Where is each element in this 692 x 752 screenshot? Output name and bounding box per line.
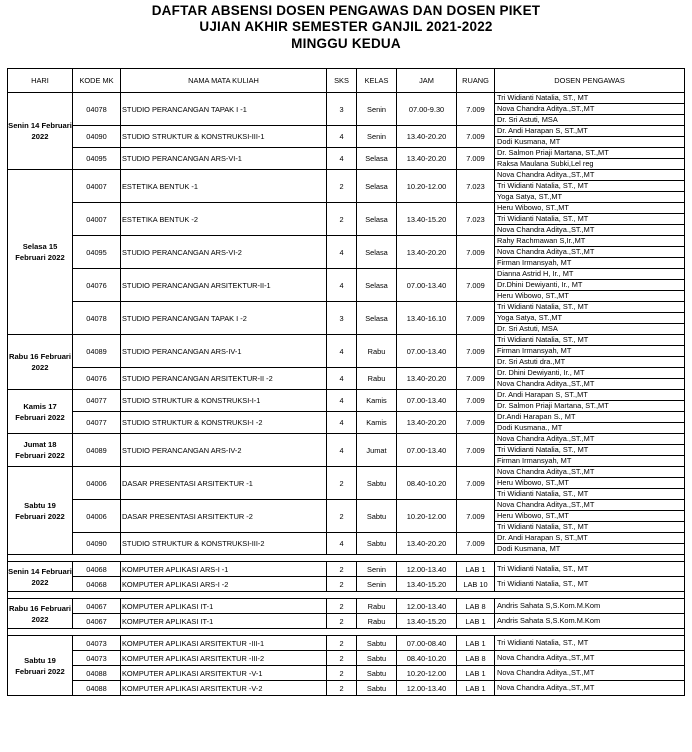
kelas-cell: Selasa: [357, 203, 397, 236]
dosen-name: Tri Widianti Natalia, ST., MT: [497, 564, 589, 573]
jam-cell: 10.20-12.00: [397, 500, 457, 533]
ruang-cell: 7.009: [457, 467, 495, 500]
kode-mk-cell: 04006: [73, 467, 121, 500]
header-jam: JAM: [397, 69, 457, 93]
ruang-cell: 7.009: [457, 93, 495, 126]
kode-mk-cell: 04068: [73, 577, 121, 592]
table-row: [8, 651, 685, 666]
sks-cell: 4: [327, 148, 357, 170]
dosen-cell: [495, 666, 685, 681]
nama-mk-cell: STUDIO PERANCANGAN ARS-VI-1: [121, 148, 327, 170]
table-row: [8, 412, 685, 434]
ruang-cell: 7.009: [457, 126, 495, 148]
jam-cell: 13.40-15.20: [397, 203, 457, 236]
header-kode-mk: KODE MK: [73, 69, 121, 93]
table-header: [8, 69, 685, 93]
sks-cell: 4: [327, 368, 357, 390]
ruang-cell: 7.023: [457, 203, 495, 236]
sks-cell: 4: [327, 335, 357, 368]
table-row: [8, 562, 685, 577]
kelas-cell: Kamis: [357, 412, 397, 434]
jam-cell: 13.40-20.20: [397, 236, 457, 269]
dosen-name: Nova Chandra Aditya.,ST.,MT: [497, 225, 595, 234]
separator-row: [8, 555, 685, 562]
jam-cell: 13.40-16.10: [397, 302, 457, 335]
kode-mk-cell: 04078: [73, 93, 121, 126]
table-row: [8, 636, 685, 651]
jam-cell: 07.00-13.40: [397, 335, 457, 368]
nama-mk-cell: KOMPUTER APLIKASI IT-1: [121, 614, 327, 629]
kelas-cell: Sabtu: [357, 666, 397, 681]
nama-mk-cell: STUDIO PERANCANGAN ARSITEKTUR-II -2: [121, 368, 327, 390]
nama-mk-cell: STUDIO PERANCANGAN ARSITEKTUR-II-1: [121, 269, 327, 302]
kode-mk-cell: 04095: [73, 236, 121, 269]
kelas-cell: Selasa: [357, 302, 397, 335]
dosen-name: Rahy Rachmawan S,Ir.,MT: [495, 236, 684, 247]
ruang-cell: 7.009: [457, 412, 495, 434]
dosen-name: Nova Chandra Aditya.,ST.,MT: [497, 379, 595, 388]
day-cell: Jumat 18 Februari 2022: [8, 434, 73, 467]
nama-mk-cell: STUDIO PERANCANGAN ARS-IV-1: [121, 335, 327, 368]
day-cell: Senin 14 Februari 2022: [8, 562, 73, 592]
dosen-name: Nova Chandra Aditya.,ST.,MT: [495, 104, 684, 115]
dosen-cell: [495, 562, 685, 577]
kode-mk-cell: 04089: [73, 434, 121, 467]
dosen-name: Nova Chandra Aditya.,ST.,MT: [495, 247, 684, 258]
table-row: [8, 666, 685, 681]
kode-mk-cell: 04090: [73, 126, 121, 148]
separator-cell: [495, 592, 685, 599]
ruang-cell: 7.009: [457, 434, 495, 467]
dosen-name: Nova Chandra Aditya.,ST.,MT: [495, 434, 684, 445]
dosen-cell: [495, 236, 685, 269]
day-cell: Rabu 16 Februari 2022: [8, 599, 73, 629]
dosen-name: Yoga Satya, ST.,MT: [495, 313, 684, 324]
separator-cell: [73, 592, 121, 599]
kode-mk-cell: 04068: [73, 562, 121, 577]
dosen-cell: [495, 412, 685, 434]
dosen-name: Tri Widianti Natalia, ST., MT: [495, 181, 684, 192]
dosen-name: Tri Widianti Natalia, ST., MT: [495, 445, 684, 456]
kode-mk-cell: 04089: [73, 335, 121, 368]
table-row: [8, 614, 685, 629]
kelas-cell: Senin: [357, 93, 397, 126]
dosen-cell: [495, 148, 685, 170]
jam-cell: 12.00-13.40: [397, 562, 457, 577]
kelas-cell: Senin: [357, 126, 397, 148]
day-cell: Selasa 15 Februari 2022: [8, 170, 73, 335]
dosen-name: Nova Chandra Aditya.,ST.,MT: [497, 653, 595, 662]
kelas-cell: Rabu: [357, 599, 397, 614]
kelas-cell: Senin: [357, 577, 397, 592]
kelas-cell: Selasa: [357, 269, 397, 302]
kelas-cell: Selasa: [357, 148, 397, 170]
separator-cell: [397, 555, 457, 562]
dosen-cell: [495, 302, 685, 335]
sks-cell: 4: [327, 126, 357, 148]
table-row: [8, 500, 685, 533]
jam-cell: 13.40-15.20: [397, 577, 457, 592]
sks-cell: 2: [327, 636, 357, 651]
nama-mk-cell: STUDIO PERANCANGAN ARS-VI-2: [121, 236, 327, 269]
dosen-name: Andris Sahata S,S.Kom.M.Kom: [497, 601, 601, 610]
dosen-name: Dr. Sri Astuti dra.,MT: [497, 357, 566, 366]
dosen-cell: [495, 335, 685, 368]
sks-cell: 2: [327, 681, 357, 696]
day-cell: Senin 14 Februari 2022: [8, 93, 73, 170]
dosen-name: Dodi Kusmana., MT: [497, 423, 563, 432]
sks-cell: 4: [327, 412, 357, 434]
separator-cell: [327, 592, 357, 599]
doc-subtitle: UJIAN AKHIR SEMESTER GANJIL 2021-2022: [199, 19, 493, 34]
sks-cell: 2: [327, 666, 357, 681]
table-row: [8, 681, 685, 696]
dosen-name: Dr. Salmon Priaji Martana, ST.,MT: [495, 148, 684, 159]
dosen-name: Tri Widianti Natalia, ST., MT: [495, 93, 684, 104]
dosen-name: Tri Widianti Natalia, ST., MT: [497, 489, 589, 498]
ruang-cell: 7.023: [457, 170, 495, 203]
separator-row: [8, 592, 685, 599]
ruang-cell: 7.009: [457, 335, 495, 368]
dosen-name: Tri Widianti Natalia, ST., MT: [495, 335, 684, 346]
ruang-cell: LAB 10: [457, 577, 495, 592]
table-row: [8, 170, 685, 203]
jam-cell: 13.40-20.20: [397, 148, 457, 170]
jam-cell: 13.40-20.20: [397, 412, 457, 434]
kelas-cell: Sabtu: [357, 500, 397, 533]
table-row: [8, 126, 685, 148]
dosen-name: Heru Wibowo, ST.,MT: [497, 291, 569, 300]
separator-cell: [457, 629, 495, 636]
ruang-cell: LAB 8: [457, 651, 495, 666]
table-body: [8, 93, 685, 696]
separator-cell: [121, 592, 327, 599]
dosen-cell: [495, 599, 685, 614]
header-kelas: KELAS: [357, 69, 397, 93]
dosen-name: Dodi Kusmana, MT: [497, 544, 561, 553]
ruang-cell: 7.009: [457, 236, 495, 269]
kode-mk-cell: 04076: [73, 368, 121, 390]
nama-mk-cell: ESTETIKA BENTUK -2: [121, 203, 327, 236]
ruang-cell: LAB 8: [457, 599, 495, 614]
table-row: [8, 599, 685, 614]
day-cell: Sabtu 19 Februari 2022: [8, 636, 73, 696]
dosen-name: Dr. Andi Harapan S, ST.,MT: [495, 126, 684, 137]
dosen-name: Heru Wibowo, ST.,MT: [495, 511, 684, 522]
ruang-cell: 7.009: [457, 368, 495, 390]
dosen-name: Dr.Dhini Dewiyanti, Ir., MT: [495, 280, 684, 291]
kelas-cell: Selasa: [357, 170, 397, 203]
ruang-cell: LAB 1: [457, 562, 495, 577]
ruang-cell: LAB 1: [457, 636, 495, 651]
table-row: [8, 335, 685, 368]
kode-mk-cell: 04007: [73, 203, 121, 236]
jam-cell: 10.20-12.00: [397, 170, 457, 203]
nama-mk-cell: STUDIO STRUKTUR & KONSTRUKSI-III-2: [121, 533, 327, 555]
separator-cell: [495, 555, 685, 562]
table-row: [8, 302, 685, 335]
sks-cell: 2: [327, 467, 357, 500]
kelas-cell: Rabu: [357, 368, 397, 390]
kode-mk-cell: 04077: [73, 412, 121, 434]
dosen-cell: [495, 434, 685, 467]
dosen-name: Dr. Sri Astuti, MSA: [497, 115, 558, 124]
jam-cell: 13.40-20.20: [397, 533, 457, 555]
dosen-name: Heru Wibowo, ST.,MT: [495, 478, 684, 489]
ruang-cell: LAB 1: [457, 681, 495, 696]
header-nama-mk: NAMA MATA KULIAH: [121, 69, 327, 93]
dosen-cell: [495, 681, 685, 696]
kode-mk-cell: 04007: [73, 170, 121, 203]
separator-cell: [495, 629, 685, 636]
nama-mk-cell: KOMPUTER APLIKASI ARS-I -1: [121, 562, 327, 577]
nama-mk-cell: STUDIO PERANCANGAN ARS-IV-2: [121, 434, 327, 467]
separator-row: [8, 629, 685, 636]
nama-mk-cell: KOMPUTER APLIKASI ARS-I -2: [121, 577, 327, 592]
dosen-cell: [495, 203, 685, 236]
dosen-name: Dr. Salmon Priaji Martana, ST.,MT: [497, 401, 609, 410]
jam-cell: 08.40-10.20: [397, 651, 457, 666]
separator-cell: [8, 629, 73, 636]
separator-cell: [121, 555, 327, 562]
table-row: [8, 148, 685, 170]
sks-cell: 4: [327, 434, 357, 467]
dosen-name: Dr. Andi Harapan S, ST.,MT: [495, 533, 684, 544]
dosen-name: Tri Widianti Natalia, ST., MT: [497, 638, 589, 647]
separator-cell: [457, 555, 495, 562]
separator-cell: [73, 555, 121, 562]
nama-mk-cell: DASAR PRESENTASI ARSITEKTUR -1: [121, 467, 327, 500]
separator-cell: [357, 592, 397, 599]
dosen-name: Dr. Dhini Dewiyanti, Ir., MT: [495, 368, 684, 379]
separator-cell: [457, 592, 495, 599]
dosen-name: Tri Widianti Natalia, ST., MT: [497, 579, 589, 588]
kelas-cell: Sabtu: [357, 533, 397, 555]
nama-mk-cell: STUDIO STRUKTUR & KONSTRUKSI-III-1: [121, 126, 327, 148]
kelas-cell: Jumat: [357, 434, 397, 467]
jam-cell: 13.40-15.20: [397, 614, 457, 629]
dosen-name: Yoga Satya, ST.,MT: [497, 192, 563, 201]
table-row: [8, 533, 685, 555]
jam-cell: 13.40-20.20: [397, 368, 457, 390]
table-row: [8, 467, 685, 500]
dosen-cell: [495, 577, 685, 592]
kode-mk-cell: 04088: [73, 681, 121, 696]
nama-mk-cell: KOMPUTER APLIKASI ARSITEKTUR -III-2: [121, 651, 327, 666]
jam-cell: 12.00-13.40: [397, 681, 457, 696]
kode-mk-cell: 04088: [73, 666, 121, 681]
ruang-cell: 7.009: [457, 302, 495, 335]
dosen-name: Dr. Andi Harapan S, ST.,MT: [495, 390, 684, 401]
kelas-cell: Sabtu: [357, 651, 397, 666]
dosen-name: Tri Widianti Natalia, ST., MT: [495, 302, 684, 313]
separator-cell: [327, 555, 357, 562]
sks-cell: 4: [327, 390, 357, 412]
sks-cell: 4: [327, 269, 357, 302]
table-row: [8, 368, 685, 390]
sks-cell: 2: [327, 599, 357, 614]
kode-mk-cell: 04076: [73, 269, 121, 302]
dosen-name: Nova Chandra Aditya.,ST.,MT: [497, 683, 595, 692]
kode-mk-cell: 04078: [73, 302, 121, 335]
separator-cell: [357, 555, 397, 562]
ruang-cell: 7.009: [457, 269, 495, 302]
separator-cell: [73, 629, 121, 636]
ruang-cell: 7.009: [457, 500, 495, 533]
jam-cell: 07.00-08.40: [397, 636, 457, 651]
dosen-name: Dianna Astrid H, Ir., MT: [495, 269, 684, 280]
kelas-cell: Sabtu: [357, 636, 397, 651]
dosen-cell: [495, 651, 685, 666]
dosen-name: Firman Irmansyah, MT: [495, 346, 684, 357]
dosen-cell: [495, 93, 685, 126]
separator-cell: [327, 629, 357, 636]
ruang-cell: LAB 1: [457, 614, 495, 629]
table-row: [8, 93, 685, 126]
nama-mk-cell: STUDIO PERANCANGAN TAPAK I -1: [121, 93, 327, 126]
kode-mk-cell: 04073: [73, 651, 121, 666]
jam-cell: 07.00-13.40: [397, 269, 457, 302]
sks-cell: 2: [327, 577, 357, 592]
dosen-cell: [495, 467, 685, 500]
day-cell: Sabtu 19 Februari 2022: [8, 467, 73, 555]
separator-cell: [397, 592, 457, 599]
kelas-cell: Sabtu: [357, 681, 397, 696]
kode-mk-cell: 04077: [73, 390, 121, 412]
dosen-name: Dr. Sri Astuti, MSA: [497, 324, 558, 333]
separator-cell: [8, 592, 73, 599]
dosen-name: Dodi Kusmana, MT: [497, 137, 561, 146]
jam-cell: 13.40-20.20: [397, 126, 457, 148]
header-sks: SKS: [327, 69, 357, 93]
dosen-cell: [495, 614, 685, 629]
header-hari: HARI: [8, 69, 73, 93]
dosen-cell: [495, 533, 685, 555]
table-row: [8, 434, 685, 467]
sks-cell: 2: [327, 170, 357, 203]
sks-cell: 2: [327, 614, 357, 629]
sks-cell: 2: [327, 500, 357, 533]
ruang-cell: 7.009: [457, 148, 495, 170]
jam-cell: 07.00-13.40: [397, 390, 457, 412]
dosen-cell: [495, 636, 685, 651]
jam-cell: 08.40-10.20: [397, 467, 457, 500]
dosen-cell: [495, 390, 685, 412]
kelas-cell: Rabu: [357, 614, 397, 629]
sks-cell: 4: [327, 533, 357, 555]
kode-mk-cell: 04073: [73, 636, 121, 651]
nama-mk-cell: ESTETIKA BENTUK -1: [121, 170, 327, 203]
sks-cell: 2: [327, 203, 357, 236]
table-row: [8, 269, 685, 302]
kelas-cell: Senin: [357, 562, 397, 577]
sks-cell: 4: [327, 236, 357, 269]
jam-cell: 10.20-12.00: [397, 666, 457, 681]
dosen-name: Andris Sahata S,S.Kom.M.Kom: [497, 616, 601, 625]
kode-mk-cell: 04067: [73, 599, 121, 614]
kode-mk-cell: 04067: [73, 614, 121, 629]
dosen-cell: [495, 368, 685, 390]
table-row: [8, 203, 685, 236]
nama-mk-cell: KOMPUTER APLIKASI ARSITEKTUR -V-2: [121, 681, 327, 696]
separator-cell: [121, 629, 327, 636]
table-row: [8, 236, 685, 269]
jam-cell: 12.00-13.40: [397, 599, 457, 614]
dosen-cell: [495, 126, 685, 148]
table-row: [8, 390, 685, 412]
dosen-name: Nova Chandra Aditya.,ST.,MT: [495, 170, 684, 181]
dosen-name: Firman Irmansyah, MT: [497, 456, 572, 465]
ruang-cell: LAB 1: [457, 666, 495, 681]
nama-mk-cell: STUDIO PERANCANGAN TAPAK I -2: [121, 302, 327, 335]
doc-week: MINGGU KEDUA: [291, 36, 401, 51]
nama-mk-cell: STUDIO STRUKTUR & KONSTRUKSI-I-1: [121, 390, 327, 412]
kelas-cell: Selasa: [357, 236, 397, 269]
dosen-name: Nova Chandra Aditya.,ST.,MT: [495, 467, 684, 478]
dosen-name: Nova Chandra Aditya.,ST.,MT: [495, 500, 684, 511]
sks-cell: 3: [327, 93, 357, 126]
nama-mk-cell: KOMPUTER APLIKASI IT-1: [121, 599, 327, 614]
jam-cell: 07.00-13.40: [397, 434, 457, 467]
table-row: [8, 577, 685, 592]
dosen-name: Tri Widianti Natalia, ST., MT: [495, 214, 684, 225]
sks-cell: 3: [327, 302, 357, 335]
nama-mk-cell: KOMPUTER APLIKASI ARSITEKTUR -III-1: [121, 636, 327, 651]
sks-cell: 2: [327, 651, 357, 666]
kelas-cell: Kamis: [357, 390, 397, 412]
header-dosen: DOSEN PENGAWAS: [495, 69, 685, 93]
doc-title: DAFTAR ABSENSI DOSEN PENGAWAS DAN DOSEN PIKET: [151, 3, 541, 18]
dosen-name: Heru Wibowo, ST.,MT: [495, 203, 684, 214]
nama-mk-cell: KOMPUTER APLIKASI ARSITEKTUR -V-1: [121, 666, 327, 681]
schedule-table: [7, 68, 685, 696]
ruang-cell: 7.009: [457, 533, 495, 555]
day-cell: Kamis 17 Februari 2022: [8, 390, 73, 434]
kelas-cell: Sabtu: [357, 467, 397, 500]
ruang-cell: 7.009: [457, 390, 495, 412]
separator-cell: [8, 555, 73, 562]
kode-mk-cell: 04006: [73, 500, 121, 533]
dosen-name: Tri Widianti Natalia, ST., MT: [497, 522, 589, 531]
kode-mk-cell: 04090: [73, 533, 121, 555]
sks-cell: 2: [327, 562, 357, 577]
dosen-cell: [495, 500, 685, 533]
day-cell: Rabu 16 Februari 2022: [8, 335, 73, 390]
nama-mk-cell: DASAR PRESENTASI ARSITEKTUR -2: [121, 500, 327, 533]
dosen-name: Nova Chandra Aditya.,ST.,MT: [497, 668, 595, 677]
nama-mk-cell: STUDIO STRUKTUR & KONSTRUKSI-I -2: [121, 412, 327, 434]
kode-mk-cell: 04095: [73, 148, 121, 170]
dosen-name: Raksa Maulana Subki,Lel reg: [497, 159, 594, 168]
dosen-name: Firman Irmansyah, MT: [497, 258, 572, 267]
jam-cell: 07.00-9.30: [397, 93, 457, 126]
dosen-cell: [495, 170, 685, 203]
separator-cell: [357, 629, 397, 636]
dosen-cell: [495, 269, 685, 302]
separator-cell: [397, 629, 457, 636]
header-ruang: RUANG: [457, 69, 495, 93]
kelas-cell: Rabu: [357, 335, 397, 368]
dosen-name: Dr.Andi Harapan S., MT: [495, 412, 684, 423]
